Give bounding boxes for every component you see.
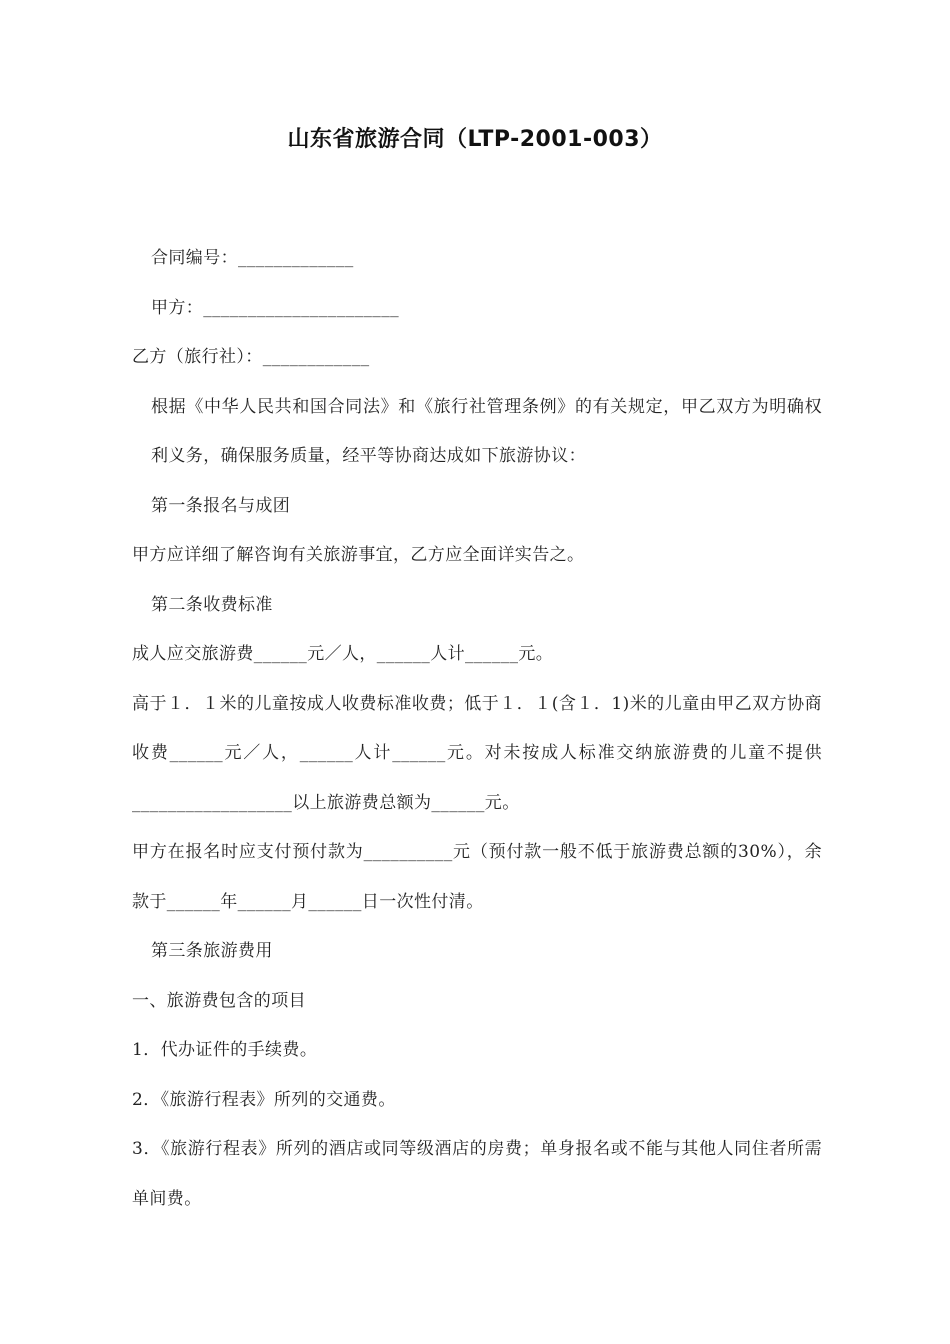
fee-item-2: 2．《旅游行程表》所列的交通费。 bbox=[132, 1089, 396, 1110]
document-title: 山东省旅游合同（LTP-2001-003） bbox=[287, 127, 663, 152]
fee-items-heading: 一、旅游费包含的项目 bbox=[132, 990, 306, 1011]
prepayment-paragraph: 甲方在报名时应支付预付款为__________元（预付款一般不低于旅游费总额的30%），余款于______年______月______日一次性付清。 bbox=[132, 842, 822, 912]
fee-item-3: 3．《旅游行程表》所列的酒店或同等级酒店的房费；单身报名或不能与其他人同住者所需单间费。 bbox=[132, 1139, 822, 1209]
article-2-heading: 第二条收费标准 bbox=[151, 594, 273, 615]
preamble-paragraph: 根据《中华人民共和国合同法》和《旅行社管理条例》的有关规定，甲乙双方为明确权利义务，确保服务质量，经平等协商达成如下旅游协议： bbox=[151, 396, 822, 466]
party-a-line: 甲方：______________________ bbox=[151, 297, 399, 318]
article-1-heading: 第一条报名与成团 bbox=[151, 495, 291, 516]
contract-number-line: 合同编号：_____________ bbox=[151, 248, 354, 268]
article-1-text: 甲方应详细了解咨询有关旅游事宜，乙方应全面详实告之。 bbox=[132, 545, 585, 565]
document-body bbox=[132, 234, 822, 1224]
party-b-line: 乙方（旅行社）：____________ bbox=[132, 347, 370, 367]
article-3-heading: 第三条旅游费用 bbox=[151, 941, 273, 961]
adult-fee-line: 成人应交旅游费______元／人，______人计______元。 bbox=[132, 644, 554, 664]
child-fee-paragraph: 高于１．１米的儿童按成人收费标准收费；低于１．１(含１．1)米的儿童由甲乙双方协商收费______元／人，______人计______元。对未按成人标准交纳旅游费的儿童不提供__________________以上旅游费总额为______元。 bbox=[132, 693, 822, 813]
fee-item-1: 1．代办证件的手续费。 bbox=[132, 1040, 318, 1060]
